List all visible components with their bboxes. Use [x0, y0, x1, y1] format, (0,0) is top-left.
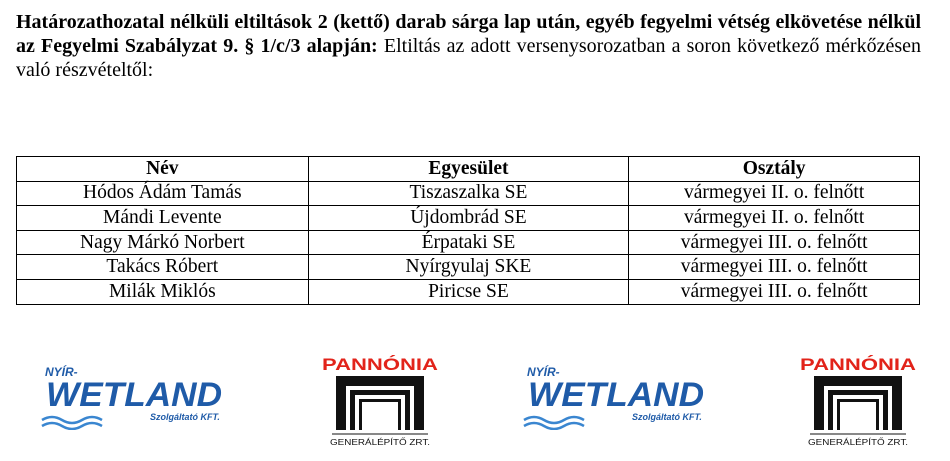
cell-club: Nyírgyulaj SKE [308, 255, 629, 280]
cell-name: Milák Miklós [17, 279, 309, 304]
svg-text:WETLAND: WETLAND [46, 376, 222, 414]
svg-text:PANNÓNIA: PANNÓNIA [322, 355, 438, 374]
cell-name: Hódos Ádám Tamás [17, 181, 309, 206]
table-row [17, 279, 920, 304]
svg-text:Szolgáltató KFT.: Szolgáltató KFT. [150, 412, 220, 422]
intro-bold-text: Határozathozatal nélküli eltiltások 2 (kettő) darab sárga lap után, egyéb fegyelmi vétség elkövetése nélkül az Fegyelmi Szabályzat 9. § 1/c/3 alapján: [16, 11, 921, 57]
cell-name: Nagy Márkó Norbert [17, 230, 309, 255]
cell-division: vármegyei II. o. felnőtt [629, 206, 920, 231]
pannonia-logo-2 [796, 352, 920, 448]
nyir-wetland-logo [40, 360, 230, 430]
suspension-table [16, 156, 920, 305]
cell-division: vármegyei II. o. felnőtt [629, 181, 920, 206]
svg-text:GENERÁLÉPÍTŐ ZRT.: GENERÁLÉPÍTŐ ZRT. [808, 437, 908, 447]
table-row [17, 181, 920, 206]
nyir-wetland-logo-2 [522, 360, 712, 430]
col-header-division: Osztály [629, 157, 920, 182]
intro-paragraph [16, 10, 921, 82]
col-header-name: Név [17, 157, 309, 182]
table-row [17, 206, 920, 231]
table-row [17, 255, 920, 280]
svg-text:GENERÁLÉPÍTŐ ZRT.: GENERÁLÉPÍTŐ ZRT. [330, 437, 430, 447]
table-header-row [17, 157, 920, 182]
svg-text:PANNÓNIA: PANNÓNIA [800, 355, 916, 374]
svg-text:Szolgáltató KFT.: Szolgáltató KFT. [632, 412, 702, 422]
pannonia-logo [318, 352, 442, 448]
svg-text:WETLAND: WETLAND [528, 376, 704, 414]
col-header-club: Egyesület [308, 157, 629, 182]
cell-club: Piricse SE [308, 279, 629, 304]
cell-division: vármegyei III. o. felnőtt [629, 279, 920, 304]
cell-division: vármegyei III. o. felnőtt [629, 230, 920, 255]
svg-text:NYÍR-: NYÍR- [45, 365, 78, 379]
cell-name: Mándi Levente [17, 206, 309, 231]
cell-division: vármegyei III. o. felnőtt [629, 255, 920, 280]
svg-text:NYÍR-: NYÍR- [527, 365, 560, 379]
cell-name: Takács Róbert [17, 255, 309, 280]
intro-normal-text: Eltiltás az adott versenysorozatban a soron következő mérkőzésen való részvételtől: [16, 35, 922, 81]
cell-club: Érpataki SE [308, 230, 629, 255]
table-row [17, 230, 920, 255]
cell-club: Újdombrád SE [308, 206, 629, 231]
cell-club: Tiszaszalka SE [308, 181, 629, 206]
